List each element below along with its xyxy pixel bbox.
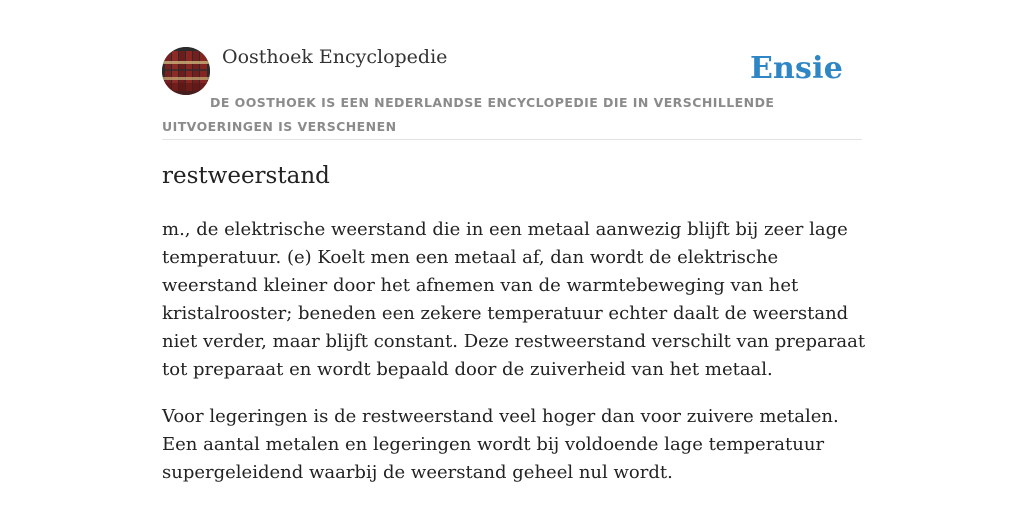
ensie-logo[interactable]: Ensie	[749, 51, 843, 86]
entry-paragraph: Voor legeringen is de restweerstand veel hoger dan voor zuivere metalen. Een aantal metalen en legeringen wordt bij voldoende lage temperatuur supergeleidend waarbij de weerstand geheel nul wordt.	[162, 406, 839, 483]
entry-paragraph: m., de elektrische weerstand die in een metaal aanwezig blijft bij zeer lage temperatuur. (e) Koelt men een metaal af, dan wordt de elektrische weerstand kleiner door het afnemen van de warmtebeweging van het kristalrooster; beneden een zekere temperatuur echter daalt de weerstand niet verder, maar blijft constant. Deze restweerstand verschilt van preparaat tot preparaat en wordt bepaald door de zuiverheid van het metaal.	[162, 219, 866, 380]
entry-title: restweerstand	[162, 163, 330, 189]
entry-body	[162, 216, 868, 506]
source-description: DE OOSTHOEK IS EEN NEDERLANDSE ENCYCLOPEDIE DIE IN VERSCHILLENDE UITVOERINGEN IS VERSCHENEN	[162, 95, 775, 134]
source-title[interactable]: Oosthoek Encyclopedie	[222, 46, 448, 68]
divider	[162, 139, 862, 140]
encyclopedia-books-icon[interactable]	[162, 47, 210, 95]
